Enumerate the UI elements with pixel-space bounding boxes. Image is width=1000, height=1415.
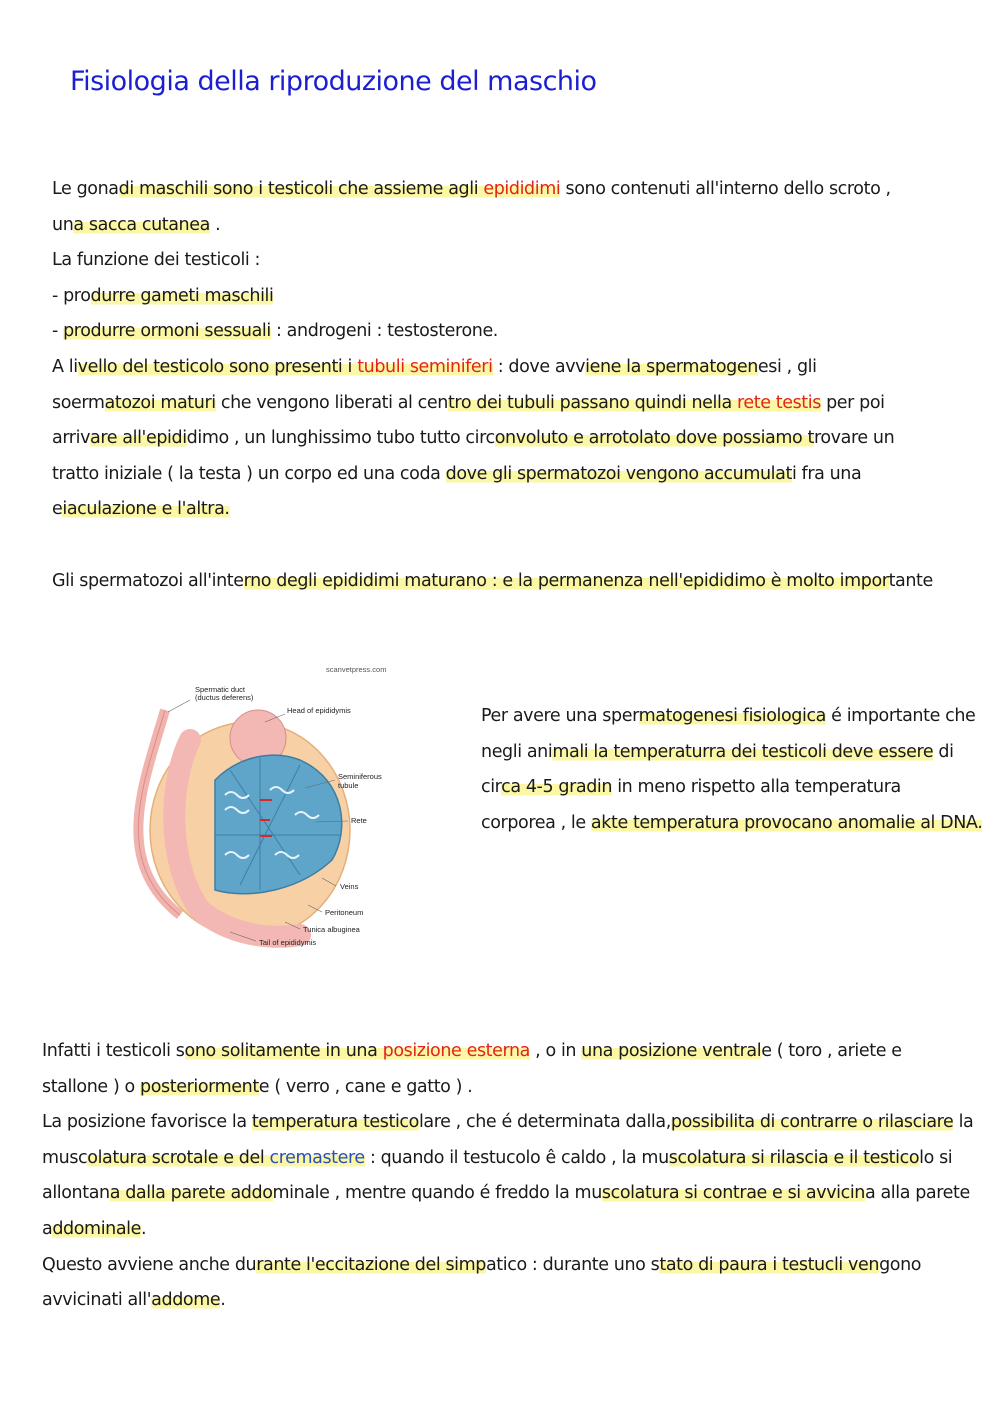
highlighted-text: atozoi maturi (104, 392, 216, 413)
highlighted-text: olatura scrotale e del (87, 1147, 270, 1168)
highlighted-text: una posizione ventral (581, 1041, 762, 1061)
label-tail-of-epididymis: Tail of epididymis (259, 938, 317, 947)
highlighted-text: vello del testicolo sono presenti i (77, 356, 358, 377)
text-span: allontan (42, 1183, 110, 1204)
highlighted-text: a sacca cutanea (73, 214, 210, 235)
highlighted-text: produrre ormoni sessuali (63, 321, 271, 342)
text-span: . (141, 1218, 147, 1239)
text-span: . (209, 214, 221, 235)
text-span: é importante che (826, 706, 976, 726)
text-line (42, 1070, 973, 1106)
text-span: i fra una (791, 463, 862, 484)
red-term: rete testis (736, 392, 821, 413)
blue-term: cremastere (269, 1147, 365, 1168)
text-line (481, 806, 982, 842)
text-span: per poi (820, 392, 885, 413)
text-span: : dove avv (492, 356, 586, 377)
text-span: A li (52, 356, 78, 377)
highlighted-text: di maschili sono i testicoli che assieme agli (118, 179, 484, 199)
highlighted-text: are all'epidi (90, 428, 187, 449)
figure-source: scanvetpress.com (326, 665, 387, 674)
text-span: di (933, 741, 954, 762)
text-span: esi , gli (757, 356, 817, 377)
text-line (42, 1248, 973, 1284)
red-term: tubuli seminiferi (357, 356, 493, 377)
text-line (481, 735, 982, 771)
maturation-paragraph (52, 564, 933, 600)
text-span: dimo , un lunghissimo tubo tutto circ (186, 428, 495, 449)
text-line (52, 492, 894, 528)
text-line (52, 421, 894, 457)
highlighted-text: scolatura si contrae e si avvicin (601, 1183, 865, 1204)
highlighted-text: rante l'eccitazione del simp (256, 1254, 486, 1275)
text-span: rovare un (813, 428, 895, 449)
label-tubule: tubule (338, 781, 359, 790)
text-line (52, 350, 894, 386)
highlighted-text: tato di paura i testucli ven (659, 1254, 880, 1275)
highlighted-text: onvoluto e arrotolato dove possiamo t (494, 428, 814, 449)
text-span: avvicinati all' (42, 1290, 152, 1311)
text-span: - pro (52, 285, 91, 306)
text-span: : androgeni : testosterone. (270, 321, 498, 342)
label-rete: Rete (351, 816, 367, 825)
testis-diagram (100, 660, 430, 960)
text-span: tante (888, 571, 933, 591)
text-span: Le gona (52, 179, 119, 199)
label-spermatic-duct: Spermatic duct (195, 685, 246, 694)
text-line (52, 172, 894, 208)
label-veins: Veins (340, 882, 359, 891)
text-span: a alla parete (865, 1183, 970, 1204)
text-span: e ( toro , ariete e (761, 1041, 902, 1061)
label-seminiferous: Seminiferous (338, 772, 382, 781)
temperature-paragraph (481, 699, 982, 841)
text-span: . (220, 1290, 226, 1311)
text-span: gono (879, 1254, 922, 1275)
text-span: tratto iniziale ( la testa ) un corpo ed una coda (52, 463, 446, 484)
highlighted-text: addome (151, 1290, 221, 1311)
position-paragraph (42, 1034, 973, 1319)
text-span: lo si (919, 1147, 953, 1168)
text-span: lare , che é determinata dalla, (418, 1112, 671, 1133)
text-line (52, 564, 933, 600)
text-span: e ( verro , cane e gatto ) . (258, 1076, 473, 1097)
text-span: La posizione favorisce la (42, 1112, 252, 1133)
page-title: Fisiologia della riproduzione del maschio (70, 66, 597, 97)
text-span: corporea , le (481, 812, 591, 833)
text-span: Per avere una sper (481, 706, 639, 726)
highlighted-text: mali la temperaturra dei testicoli deve essere (552, 741, 934, 762)
text-span: sono contenuti all'interno dello scroto , (560, 179, 891, 199)
highlighted-text: a dalla parete addo (109, 1183, 273, 1204)
highlighted-text: matogenesi fisiologica (638, 706, 827, 726)
text-span: che vengono liberati al cen (215, 392, 448, 413)
text-line (42, 1034, 973, 1070)
text-span: negli ani (481, 741, 553, 762)
text-span: un (52, 214, 74, 235)
text-span: e (52, 499, 63, 520)
highlighted-text: iaculazione e l'altra. (62, 499, 230, 520)
text-span: atico : durante uno s (485, 1254, 660, 1275)
label-peritoneum: Peritoneum (325, 908, 364, 917)
label-head-of-epididymis: Head of epididymis (287, 706, 351, 715)
text-line (42, 1212, 973, 1248)
text-line (52, 386, 894, 422)
text-span: : quando il testucolo ê caldo , la mu (364, 1147, 669, 1168)
text-line (52, 314, 894, 350)
text-line (481, 770, 982, 806)
highlighted-text: temperatura testico (251, 1112, 419, 1133)
text-span: Questo avviene anche du (42, 1254, 257, 1275)
text-span: la (953, 1112, 974, 1133)
highlighted-text: ono solitamente in una (184, 1041, 383, 1061)
text-line (42, 1105, 973, 1141)
highlighted-text: possibilita di contrarre o rilasciare (670, 1112, 954, 1133)
text-span: a (42, 1218, 53, 1239)
intro-paragraph (52, 172, 894, 528)
text-span: musc (42, 1147, 88, 1168)
text-line: La funzione dei testicoli : (52, 250, 261, 271)
highlighted-text: ddominale (52, 1218, 142, 1239)
text-line (52, 457, 894, 493)
text-span: cir (481, 777, 502, 798)
testis-anatomy-figure (100, 660, 430, 960)
label-ductus-deferens: (ductus deferens) (195, 693, 254, 702)
red-term: posizione esterna (382, 1041, 530, 1061)
text-span: Infatti i testicoli s (42, 1041, 185, 1061)
text-line (52, 208, 894, 244)
highlighted-text: durre gameti maschili (90, 285, 274, 306)
text-span: - (52, 321, 64, 342)
red-term: epididimi (483, 179, 561, 199)
text-line (42, 1141, 973, 1177)
highlighted-text: akte temperatura provocano anomalie al DNA. (590, 812, 983, 833)
text-span: , o in (530, 1041, 582, 1061)
text-span: minale , mentre quando é freddo la mu (272, 1183, 602, 1204)
highlighted-text: ca 4-5 gradin (501, 777, 613, 798)
highlighted-text: iene la spermatogen (585, 356, 758, 377)
text-line (52, 279, 894, 315)
highlighted-text: rno degli epididimi maturano : e la permanenza nell'epididimo è molto impor (243, 571, 889, 591)
text-line (481, 699, 982, 735)
text-span: arriv (52, 428, 91, 449)
text-span: soerm (52, 392, 105, 413)
text-span: in meno rispetto alla temperatura (612, 777, 901, 798)
label-tunica-albuginea: Tunica albuginea (303, 925, 360, 934)
text-span: stallone ) o (42, 1076, 141, 1097)
highlighted-text: scolatura si rilascia e il testico (668, 1147, 920, 1168)
text-span: Gli spermatozoi all'inte (52, 571, 244, 591)
text-line (42, 1176, 973, 1212)
highlighted-text: tro dei tubuli passano quindi nella (447, 392, 737, 413)
text-line (42, 1283, 973, 1319)
highlighted-text: dove gli spermatozoi vengono accumulat (445, 463, 792, 484)
highlighted-text: posteriorment (140, 1076, 259, 1097)
